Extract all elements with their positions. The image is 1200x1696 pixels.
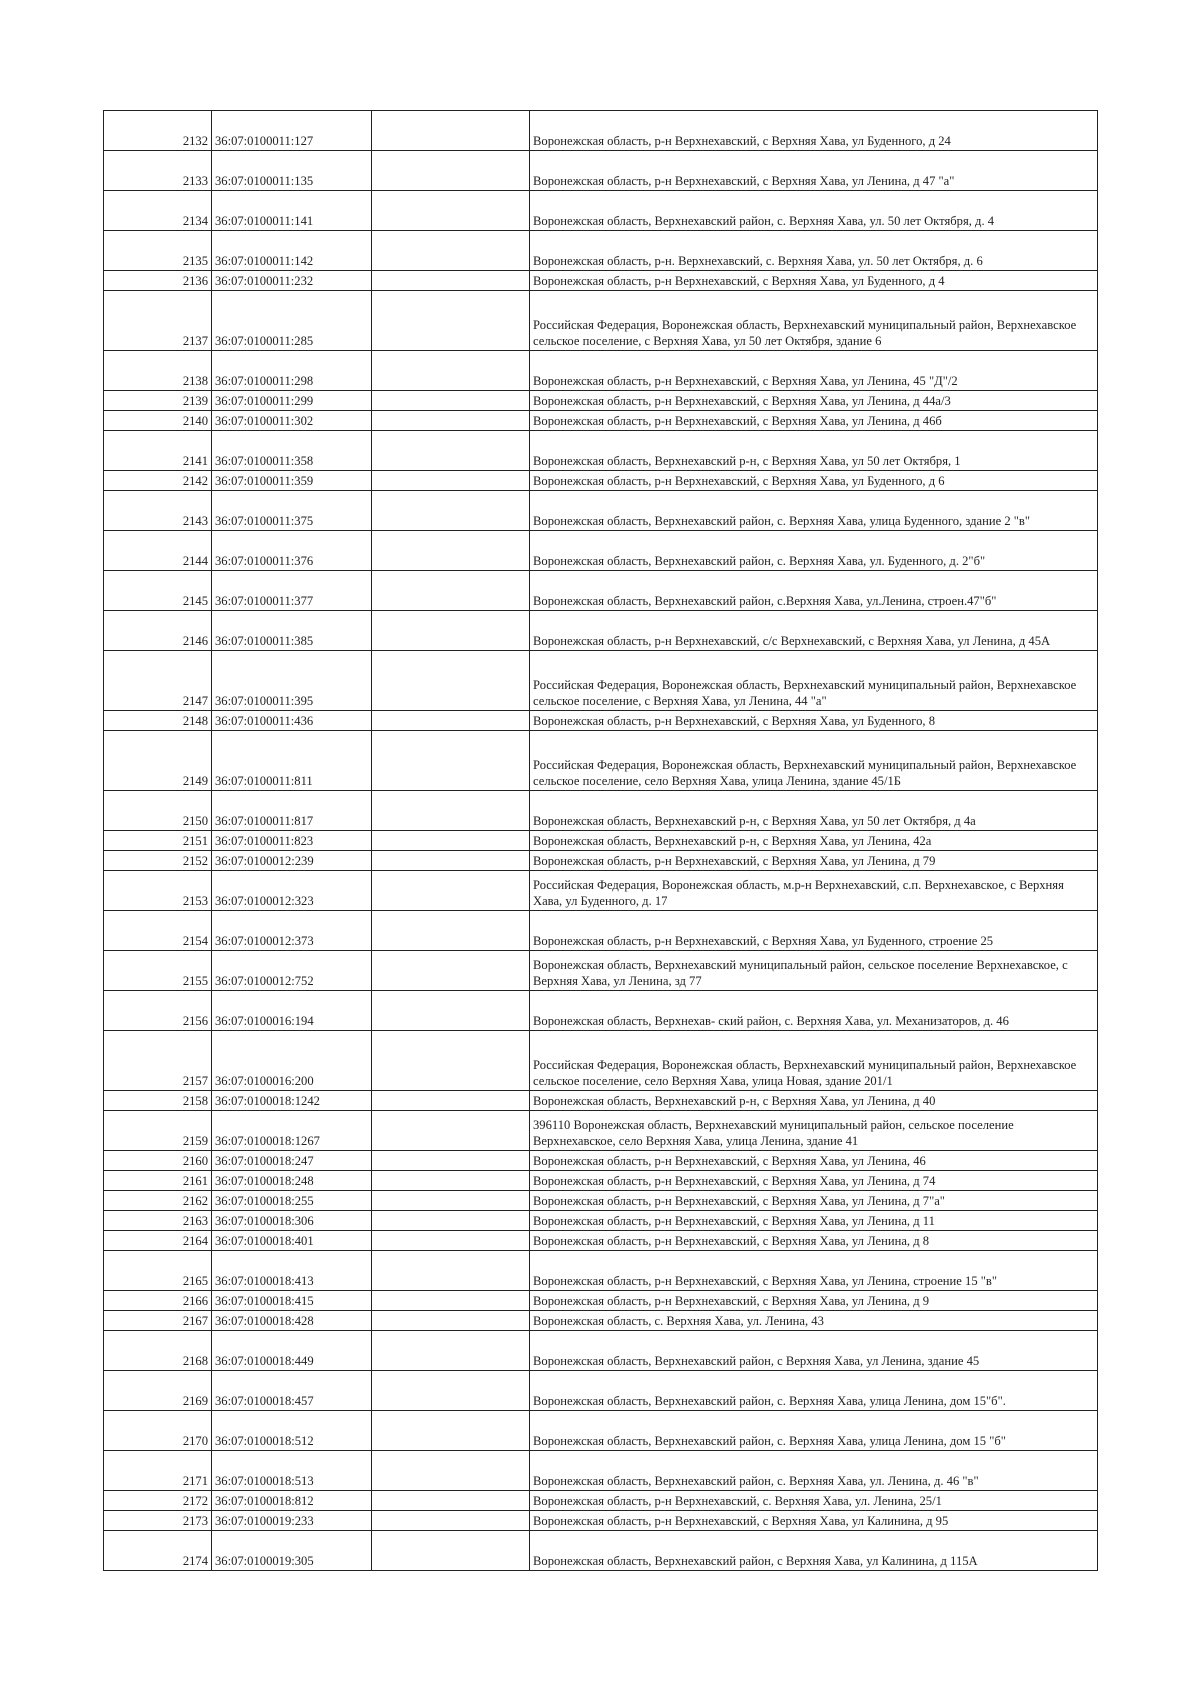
empty-cell <box>372 1531 530 1571</box>
empty-cell <box>372 1031 530 1091</box>
address: 396110 Воронежская область, Верхнехавский муниципальный район, сельское поселение Верхнехавское, село Верхняя Хава, улица Ленина, здание 41 <box>530 1111 1098 1151</box>
table-row <box>104 1171 1098 1191</box>
row-number: 2154 <box>104 911 212 951</box>
address: Воронежская область, Верхнехавский район, с. Верхняя Хава, ул. Буденного, д. 2"б" <box>530 531 1098 571</box>
empty-cell <box>372 731 530 791</box>
table-row <box>104 1031 1098 1091</box>
address: Российская Федерация, Воронежская область, м.р-н Верхнехавский, с.п. Верхнехавское, с Верхняя Хава, ул Буденного, д. 17 <box>530 871 1098 911</box>
empty-cell <box>372 831 530 851</box>
table-row <box>104 391 1098 411</box>
address: Воронежская область, р-н Верхнехавский, с/с Верхнехавский, с Верхняя Хава, ул Ленина, д 45А <box>530 611 1098 651</box>
cadastral-number: 36:07:0100012:239 <box>212 851 372 871</box>
table-row <box>104 1291 1098 1311</box>
cadastral-number: 36:07:0100011:377 <box>212 571 372 611</box>
row-number: 2153 <box>104 871 212 911</box>
address: Воронежская область, Верхнехавский район, с.Верхняя Хава, ул.Ленина, строен.47"б" <box>530 571 1098 611</box>
cadastral-number: 36:07:0100018:247 <box>212 1151 372 1171</box>
table-row <box>104 1411 1098 1451</box>
row-number: 2163 <box>104 1211 212 1231</box>
empty-cell <box>372 1331 530 1371</box>
cadastral-number: 36:07:0100018:457 <box>212 1371 372 1411</box>
row-number: 2135 <box>104 231 212 271</box>
table-row <box>104 191 1098 231</box>
row-number: 2161 <box>104 1171 212 1191</box>
address: Российская Федерация, Воронежская область, Верхнехавский муниципальный район, Верхнехавское сельское поселение, село Верхняя Хава, улица Новая, здание 201/1 <box>530 1031 1098 1091</box>
table-row <box>104 1251 1098 1291</box>
empty-cell <box>372 1111 530 1151</box>
address: Воронежская область, Верхнехавский р-н, с Верхняя Хава, ул 50 лет Октября, 1 <box>530 431 1098 471</box>
cadastral-number: 36:07:0100018:248 <box>212 1171 372 1191</box>
row-number: 2133 <box>104 151 212 191</box>
table-row <box>104 1491 1098 1511</box>
row-number: 2173 <box>104 1511 212 1531</box>
cadastral-number: 36:07:0100018:512 <box>212 1411 372 1451</box>
table-row <box>104 1331 1098 1371</box>
cadastral-number: 36:07:0100011:358 <box>212 431 372 471</box>
row-number: 2174 <box>104 1531 212 1571</box>
row-number: 2143 <box>104 491 212 531</box>
address: Воронежская область, р-н Верхнехавский, с Верхняя Хава, ул Буденного, д 6 <box>530 471 1098 491</box>
row-number: 2150 <box>104 791 212 831</box>
empty-cell <box>372 1371 530 1411</box>
empty-cell <box>372 1091 530 1111</box>
row-number: 2164 <box>104 1231 212 1251</box>
table-row <box>104 711 1098 731</box>
address: Воронежская область, р-н Верхнехавский, с Верхняя Хава, ул Буденного, 8 <box>530 711 1098 731</box>
address: Воронежская область, р-н Верхнехавский, с Верхняя Хава, ул Ленина, д 11 <box>530 1211 1098 1231</box>
row-number: 2134 <box>104 191 212 231</box>
address: Российская Федерация, Воронежская область, Верхнехавский муниципальный район, Верхнехавское сельское поселение, село Верхняя Хава, улица Ленина, здание 45/1Б <box>530 731 1098 791</box>
empty-cell <box>372 851 530 871</box>
table-row <box>104 411 1098 431</box>
table-row <box>104 1371 1098 1411</box>
table-row <box>104 911 1098 951</box>
cadastral-number: 36:07:0100018:513 <box>212 1451 372 1491</box>
table-row <box>104 791 1098 831</box>
address: Воронежская область, Верхнехавский муниципальный район, сельское поселение Верхнехавское, с Верхняя Хава, ул Ленина, зд 77 <box>530 951 1098 991</box>
table-row <box>104 991 1098 1031</box>
empty-cell <box>372 651 530 711</box>
cadastral-number: 36:07:0100018:449 <box>212 1331 372 1371</box>
empty-cell <box>372 991 530 1031</box>
cadastral-number: 36:07:0100011:811 <box>212 731 372 791</box>
cadastral-number: 36:07:0100019:305 <box>212 1531 372 1571</box>
empty-cell <box>372 1231 530 1251</box>
empty-cell <box>372 1171 530 1191</box>
address: Воронежская область, Верхнехавский район, с. Верхняя Хава, улица Ленина, дом 15 "б" <box>530 1411 1098 1451</box>
table-row <box>104 431 1098 471</box>
address: Воронежская область, р-н Верхнехавский, с Верхняя Хава, ул Ленина, 45 "Д"/2 <box>530 351 1098 391</box>
address: Воронежская область, Верхнехав- ский район, с. Верхняя Хава, ул. Механизаторов, д. 46 <box>530 991 1098 1031</box>
row-number: 2155 <box>104 951 212 991</box>
cadastral-number: 36:07:0100011:823 <box>212 831 372 851</box>
empty-cell <box>372 1291 530 1311</box>
row-number: 2132 <box>104 111 212 151</box>
address: Российская Федерация, Воронежская область, Верхнехавский муниципальный район, Верхнехавское сельское поселение, с Верхняя Хава, ул 50 лет Октября, здание 6 <box>530 291 1098 351</box>
empty-cell <box>372 1151 530 1171</box>
table-row <box>104 1511 1098 1531</box>
row-number: 2171 <box>104 1451 212 1491</box>
cadastral-number: 36:07:0100011:359 <box>212 471 372 491</box>
table-row <box>104 951 1098 991</box>
row-number: 2137 <box>104 291 212 351</box>
empty-cell <box>372 231 530 271</box>
empty-cell <box>372 1311 530 1331</box>
address: Воронежская область, р-н Верхнехавский, с Верхняя Хава, ул Ленина, д 7"а" <box>530 1191 1098 1211</box>
address: Воронежская область, р-н Верхнехавский, с. Верхняя Хава, ул. Ленина, 25/1 <box>530 1491 1098 1511</box>
cadastral-number: 36:07:0100011:385 <box>212 611 372 651</box>
address: Воронежская область, р-н Верхнехавский, с Верхняя Хава, ул Ленина, д 47 "а" <box>530 151 1098 191</box>
empty-cell <box>372 191 530 231</box>
empty-cell <box>372 911 530 951</box>
table-row <box>104 111 1098 151</box>
cadastral-number: 36:07:0100011:285 <box>212 291 372 351</box>
table-row <box>104 651 1098 711</box>
cadastral-number: 36:07:0100018:415 <box>212 1291 372 1311</box>
empty-cell <box>372 291 530 351</box>
empty-cell <box>372 1211 530 1231</box>
address: Воронежская область, р-н Верхнехавский, с Верхняя Хава, ул Буденного, д 4 <box>530 271 1098 291</box>
cadastral-number: 36:07:0100011:127 <box>212 111 372 151</box>
empty-cell <box>372 151 530 191</box>
address: Воронежская область, р-н. Верхнехавский, с. Верхняя Хава, ул. 50 лет Октября, д. 6 <box>530 231 1098 271</box>
empty-cell <box>372 1511 530 1531</box>
row-number: 2156 <box>104 991 212 1031</box>
table-row <box>104 271 1098 291</box>
empty-cell <box>372 711 530 731</box>
table-row <box>104 291 1098 351</box>
empty-cell <box>372 871 530 911</box>
cadastral-number: 36:07:0100011:298 <box>212 351 372 391</box>
table-row <box>104 531 1098 571</box>
cadastral-number: 36:07:0100011:142 <box>212 231 372 271</box>
empty-cell <box>372 1251 530 1291</box>
row-number: 2152 <box>104 851 212 871</box>
table-row <box>104 611 1098 651</box>
empty-cell <box>372 1491 530 1511</box>
empty-cell <box>372 531 530 571</box>
table-row <box>104 151 1098 191</box>
empty-cell <box>372 791 530 831</box>
address: Воронежская область, р-н Верхнехавский, с Верхняя Хава, ул Ленина, строение 15 "в" <box>530 1251 1098 1291</box>
row-number: 2165 <box>104 1251 212 1291</box>
row-number: 2151 <box>104 831 212 851</box>
table-row <box>104 1231 1098 1251</box>
cadastral-number: 36:07:0100018:428 <box>212 1311 372 1331</box>
empty-cell <box>372 111 530 151</box>
table-row <box>104 1111 1098 1151</box>
table-row <box>104 1451 1098 1491</box>
cadastral-number: 36:07:0100019:233 <box>212 1511 372 1531</box>
row-number: 2167 <box>104 1311 212 1331</box>
row-number: 2169 <box>104 1371 212 1411</box>
row-number: 2170 <box>104 1411 212 1451</box>
address: Воронежская область, р-н Верхнехавский, с Верхняя Хава, ул Ленина, д 9 <box>530 1291 1098 1311</box>
row-number: 2168 <box>104 1331 212 1371</box>
row-number: 2140 <box>104 411 212 431</box>
address: Воронежская область, р-н Верхнехавский, с Верхняя Хава, ул Ленина, д 8 <box>530 1231 1098 1251</box>
empty-cell <box>372 611 530 651</box>
table-row <box>104 1191 1098 1211</box>
address: Воронежская область, Верхнехавский район, с. Верхняя Хава, улица Буденного, здание 2 "в" <box>530 491 1098 531</box>
row-number: 2138 <box>104 351 212 391</box>
row-number: 2142 <box>104 471 212 491</box>
empty-cell <box>372 351 530 391</box>
cadastral-number: 36:07:0100011:375 <box>212 491 372 531</box>
empty-cell <box>372 411 530 431</box>
cadastral-number: 36:07:0100018:1267 <box>212 1111 372 1151</box>
table-row <box>104 1531 1098 1571</box>
row-number: 2159 <box>104 1111 212 1151</box>
address: Воронежская область, Верхнехавский район, с Верхняя Хава, ул Калинина, д 115А <box>530 1531 1098 1571</box>
table-row <box>104 1151 1098 1171</box>
address: Воронежская область, Верхнехавский р-н, с Верхняя Хава, ул 50 лет Октября, д 4а <box>530 791 1098 831</box>
empty-cell <box>372 1411 530 1451</box>
cadastral-number: 36:07:0100018:413 <box>212 1251 372 1291</box>
empty-cell <box>372 1451 530 1491</box>
empty-cell <box>372 271 530 291</box>
cadastral-number: 36:07:0100011:299 <box>212 391 372 411</box>
empty-cell <box>372 951 530 991</box>
empty-cell <box>372 471 530 491</box>
row-number: 2147 <box>104 651 212 711</box>
registry-table <box>103 110 1098 1571</box>
address: Воронежская область, р-н Верхнехавский, с Верхняя Хава, ул Ленина, д 79 <box>530 851 1098 871</box>
table-row <box>104 1211 1098 1231</box>
address: Воронежская область, Верхнехавский район, с. Верхняя Хава, ул. 50 лет Октября, д. 4 <box>530 191 1098 231</box>
row-number: 2157 <box>104 1031 212 1091</box>
cadastral-number: 36:07:0100012:752 <box>212 951 372 991</box>
cadastral-number: 36:07:0100018:812 <box>212 1491 372 1511</box>
cadastral-number: 36:07:0100011:141 <box>212 191 372 231</box>
address: Воронежская область, Верхнехавский район, с. Верхняя Хава, ул. Ленина, д. 46 "в" <box>530 1451 1098 1491</box>
table-row <box>104 571 1098 611</box>
empty-cell <box>372 491 530 531</box>
cadastral-number: 36:07:0100011:395 <box>212 651 372 711</box>
table-row <box>104 471 1098 491</box>
empty-cell <box>372 1191 530 1211</box>
table-row <box>104 231 1098 271</box>
row-number: 2136 <box>104 271 212 291</box>
row-number: 2162 <box>104 1191 212 1211</box>
cadastral-number: 36:07:0100018:306 <box>212 1211 372 1231</box>
row-number: 2166 <box>104 1291 212 1311</box>
address: Воронежская область, р-н Верхнехавский, с Верхняя Хава, ул Буденного, д 24 <box>530 111 1098 151</box>
row-number: 2158 <box>104 1091 212 1111</box>
cadastral-number: 36:07:0100011:817 <box>212 791 372 831</box>
address: Воронежская область, р-н Верхнехавский, с Верхняя Хава, ул Ленина, д 74 <box>530 1171 1098 1191</box>
row-number: 2146 <box>104 611 212 651</box>
address: Воронежская область, Верхнехавский р-н, с Верхняя Хава, ул Ленина, 42а <box>530 831 1098 851</box>
row-number: 2139 <box>104 391 212 411</box>
address: Воронежская область, Верхнехавский район, с. Верхняя Хава, улица Ленина, дом 15"б". <box>530 1371 1098 1411</box>
cadastral-number: 36:07:0100016:194 <box>212 991 372 1031</box>
address: Воронежская область, р-н Верхнехавский, с Верхняя Хава, ул Буденного, строение 25 <box>530 911 1098 951</box>
table-row <box>104 351 1098 391</box>
row-number: 2141 <box>104 431 212 471</box>
empty-cell <box>372 391 530 411</box>
empty-cell <box>372 571 530 611</box>
address: Воронежская область, р-н Верхнехавский, с Верхняя Хава, ул Ленина, д 44а/3 <box>530 391 1098 411</box>
cadastral-number: 36:07:0100012:373 <box>212 911 372 951</box>
address: Воронежская область, Верхнехавский район, с Верхняя Хава, ул Ленина, здание 45 <box>530 1331 1098 1371</box>
row-number: 2172 <box>104 1491 212 1511</box>
row-number: 2145 <box>104 571 212 611</box>
registry-rows <box>104 111 1098 1571</box>
address: Российская Федерация, Воронежская область, Верхнехавский муниципальный район, Верхнехавское сельское поселение, с Верхняя Хава, ул Ленина, 44 "а" <box>530 651 1098 711</box>
row-number: 2160 <box>104 1151 212 1171</box>
cadastral-number: 36:07:0100011:302 <box>212 411 372 431</box>
table-row <box>104 1091 1098 1111</box>
row-number: 2144 <box>104 531 212 571</box>
table-row <box>104 831 1098 851</box>
table-row <box>104 1311 1098 1331</box>
address: Воронежская область, р-н Верхнехавский, с Верхняя Хава, ул Ленина, 46 <box>530 1151 1098 1171</box>
address: Воронежская область, р-н Верхнехавский, с Верхняя Хава, ул Калинина, д 95 <box>530 1511 1098 1531</box>
table-row <box>104 491 1098 531</box>
address: Воронежская область, р-н Верхнехавский, с Верхняя Хава, ул Ленина, д 46б <box>530 411 1098 431</box>
address: Воронежская область, Верхнехавский р-н, с Верхняя Хава, ул Ленина, д 40 <box>530 1091 1098 1111</box>
empty-cell <box>372 431 530 471</box>
address: Воронежская область, с. Верхняя Хава, ул. Ленина, 43 <box>530 1311 1098 1331</box>
cadastral-number: 36:07:0100018:1242 <box>212 1091 372 1111</box>
table-row <box>104 871 1098 911</box>
table-row <box>104 851 1098 871</box>
cadastral-number: 36:07:0100011:376 <box>212 531 372 571</box>
table-row <box>104 731 1098 791</box>
cadastral-number: 36:07:0100011:232 <box>212 271 372 291</box>
cadastral-number: 36:07:0100011:135 <box>212 151 372 191</box>
row-number: 2148 <box>104 711 212 731</box>
cadastral-number: 36:07:0100018:255 <box>212 1191 372 1211</box>
cadastral-number: 36:07:0100011:436 <box>212 711 372 731</box>
cadastral-number: 36:07:0100018:401 <box>212 1231 372 1251</box>
cadastral-number: 36:07:0100012:323 <box>212 871 372 911</box>
cadastral-number: 36:07:0100016:200 <box>212 1031 372 1091</box>
row-number: 2149 <box>104 731 212 791</box>
